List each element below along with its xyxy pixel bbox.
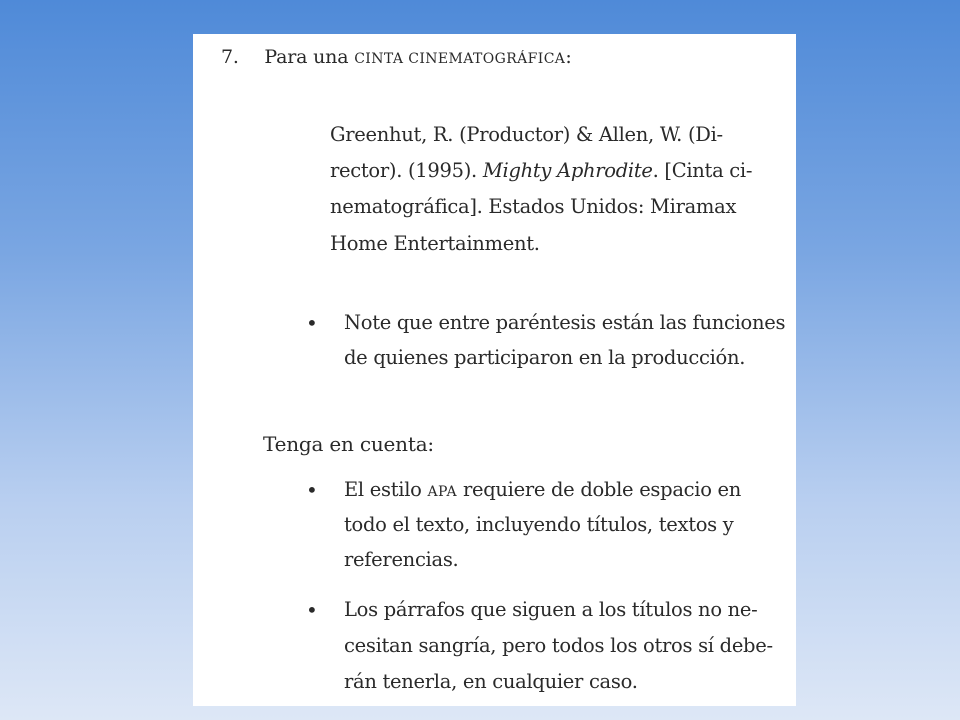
note-line-2: de quienes participaron en la producción. — [344, 346, 746, 369]
item-intro-colon: : — [565, 46, 572, 68]
paragraphs-line-3: rán tenerla, en cualquier caso. — [344, 670, 638, 693]
reference-line-2-pre: rector). (1995). — [330, 159, 477, 182]
reference-title: Mighty Aphrodite — [482, 159, 653, 182]
reference-line-3: nematográfica]. Estados Unidos: Miramax — [330, 195, 737, 218]
section-heading: Tenga en cuenta: — [263, 432, 434, 456]
reference-line-1: Greenhut, R. (Productor) & Allen, W. (Di- — [330, 123, 723, 146]
paragraphs-bullet: • — [306, 598, 318, 622]
apa-bullet: • — [306, 478, 318, 502]
document-page — [193, 34, 796, 706]
note-bullet: • — [306, 311, 318, 335]
reference-line-2-post: . [Cinta ci- — [652, 159, 753, 182]
item-intro-text: Para una — [264, 46, 349, 68]
reference-line-4: Home Entertainment. — [330, 232, 540, 255]
apa-smallcaps: APA — [427, 484, 458, 500]
apa-line-3: referencias. — [344, 548, 459, 571]
paragraphs-line-2: cesitan sangría, pero todos los otros sí debe- — [344, 634, 773, 657]
apa-line-2: todo el texto, incluyendo títulos, textos y — [344, 513, 734, 536]
item-number: 7. — [221, 46, 239, 68]
reference-line-2 — [330, 159, 752, 182]
apa-line-1 — [344, 478, 741, 501]
paragraphs-line-1: Los párrafos que siguen a los títulos no ne- — [344, 598, 758, 621]
item-heading — [221, 46, 572, 68]
note-line-1: Note que entre paréntesis están las funciones — [344, 311, 786, 334]
item-intro-smallcaps: CINTA CINEMATOGRÁFICA — [354, 51, 566, 67]
apa-line-1-pre: El estilo — [344, 478, 422, 501]
apa-line-1-post: requiere de doble espacio en — [462, 478, 742, 501]
